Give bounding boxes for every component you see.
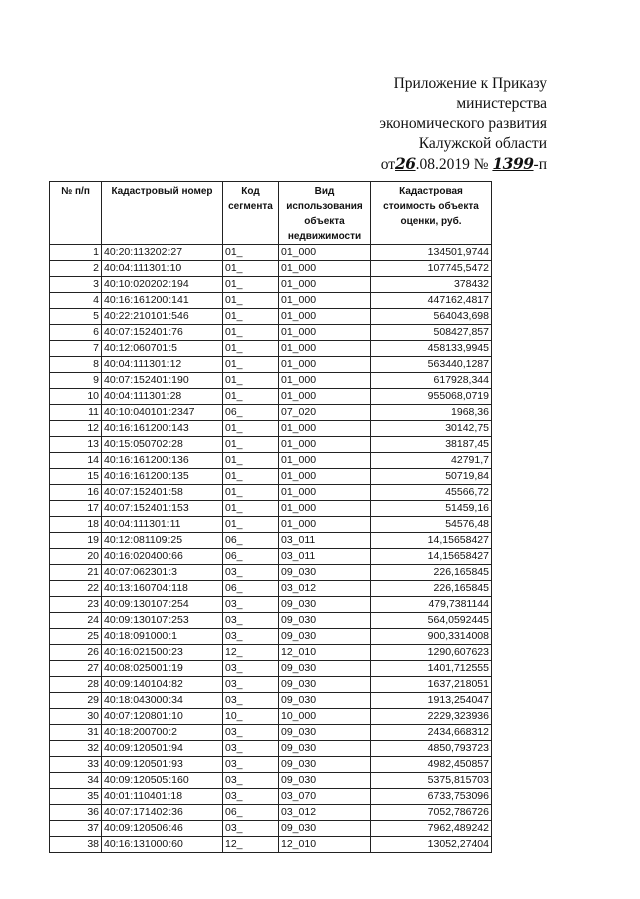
table-row bbox=[50, 725, 492, 741]
handwritten-number: 1399 bbox=[492, 154, 534, 173]
usage-type-cell: 09_030 bbox=[279, 693, 371, 709]
table-row bbox=[50, 469, 492, 485]
cadastral-number-cell: 40:09:130107:253 bbox=[102, 613, 223, 629]
usage-type-cell: 07_020 bbox=[279, 405, 371, 421]
cadastral-number-cell: 40:01:110401:18 bbox=[102, 789, 223, 805]
segment-code-cell: 03_ bbox=[223, 613, 279, 629]
cadastral-value-cell: 51459,16 bbox=[371, 501, 492, 517]
row-number-cell: 10 bbox=[50, 389, 102, 405]
row-number-cell: 20 bbox=[50, 549, 102, 565]
usage-type-cell: 09_030 bbox=[279, 757, 371, 773]
row-number-cell: 13 bbox=[50, 437, 102, 453]
table-row bbox=[50, 581, 492, 597]
cadastral-value-cell: 50719,84 bbox=[371, 469, 492, 485]
usage-type-cell: 01_000 bbox=[279, 293, 371, 309]
cadastral-value-cell: 1968,36 bbox=[371, 405, 492, 421]
cadastral-number-cell: 40:22:210101:546 bbox=[102, 309, 223, 325]
document-header bbox=[379, 74, 547, 175]
usage-type-cell: 01_000 bbox=[279, 437, 371, 453]
table-row bbox=[50, 517, 492, 533]
cadastral-value-cell: 458133,9945 bbox=[371, 341, 492, 357]
usage-type-cell: 01_000 bbox=[279, 421, 371, 437]
cadastral-value-cell: 42791,7 bbox=[371, 453, 492, 469]
row-number-cell: 7 bbox=[50, 341, 102, 357]
segment-code-cell: 01_ bbox=[223, 501, 279, 517]
usage-type-cell: 01_000 bbox=[279, 261, 371, 277]
table-header-row bbox=[50, 182, 492, 245]
table-row bbox=[50, 293, 492, 309]
row-number-cell: 27 bbox=[50, 661, 102, 677]
cadastral-value-cell: 54576,48 bbox=[371, 517, 492, 533]
table-row bbox=[50, 485, 492, 501]
row-number-cell: 23 bbox=[50, 597, 102, 613]
cadastral-number-cell: 40:04:111301:10 bbox=[102, 261, 223, 277]
usage-type-cell: 03_011 bbox=[279, 533, 371, 549]
usage-type-cell: 01_000 bbox=[279, 245, 371, 261]
cadastral-number-cell: 40:07:152401:58 bbox=[102, 485, 223, 501]
table-row bbox=[50, 309, 492, 325]
row-number-cell: 30 bbox=[50, 709, 102, 725]
cadastral-value-cell: 6733,753096 bbox=[371, 789, 492, 805]
cadastral-number-cell: 40:07:171402:36 bbox=[102, 805, 223, 821]
segment-code-cell: 03_ bbox=[223, 757, 279, 773]
table-row bbox=[50, 421, 492, 437]
segment-code-cell: 01_ bbox=[223, 437, 279, 453]
row-number-cell: 4 bbox=[50, 293, 102, 309]
cadastral-value-cell: 447162,4817 bbox=[371, 293, 492, 309]
row-number-cell: 24 bbox=[50, 613, 102, 629]
usage-type-cell: 03_070 bbox=[279, 789, 371, 805]
segment-code-cell: 01_ bbox=[223, 261, 279, 277]
cadastral-number-cell: 40:16:161200:143 bbox=[102, 421, 223, 437]
cadastral-value-cell: 4850,793723 bbox=[371, 741, 492, 757]
cadastral-number-cell: 40:07:152401:76 bbox=[102, 325, 223, 341]
segment-code-cell: 10_ bbox=[223, 709, 279, 725]
table-row bbox=[50, 661, 492, 677]
segment-code-cell: 03_ bbox=[223, 821, 279, 837]
segment-code-cell: 03_ bbox=[223, 597, 279, 613]
cadastral-value-cell: 563440,1287 bbox=[371, 357, 492, 373]
row-number-cell: 38 bbox=[50, 837, 102, 853]
segment-code-cell: 01_ bbox=[223, 277, 279, 293]
segment-code-cell: 06_ bbox=[223, 805, 279, 821]
cadastral-value-cell: 5375,815703 bbox=[371, 773, 492, 789]
cadastral-number-cell: 40:04:111301:12 bbox=[102, 357, 223, 373]
cadastral-value-cell: 479,7381144 bbox=[371, 597, 492, 613]
cadastral-number-cell: 40:04:111301:28 bbox=[102, 389, 223, 405]
cadastral-number-cell: 40:18:043000:34 bbox=[102, 693, 223, 709]
table-row bbox=[50, 501, 492, 517]
cadastral-number-cell: 40:16:161200:135 bbox=[102, 469, 223, 485]
cadastral-number-cell: 40:16:161200:141 bbox=[102, 293, 223, 309]
usage-type-cell: 01_000 bbox=[279, 357, 371, 373]
header-line-1: Приложение к Приказу bbox=[393, 75, 547, 92]
cadastral-value-cell: 226,165845 bbox=[371, 581, 492, 597]
usage-type-cell: 01_000 bbox=[279, 309, 371, 325]
table-row bbox=[50, 245, 492, 261]
usage-type-cell: 09_030 bbox=[279, 725, 371, 741]
table-row bbox=[50, 837, 492, 853]
table-row bbox=[50, 405, 492, 421]
table-row bbox=[50, 341, 492, 357]
cadastral-number-cell: 40:07:152401:153 bbox=[102, 501, 223, 517]
table-row bbox=[50, 373, 492, 389]
usage-type-cell: 01_000 bbox=[279, 469, 371, 485]
segment-code-cell: 01_ bbox=[223, 309, 279, 325]
cadastral-number-cell: 40:10:040101:2347 bbox=[102, 405, 223, 421]
segment-code-cell: 01_ bbox=[223, 293, 279, 309]
usage-type-cell: 01_000 bbox=[279, 373, 371, 389]
header-date-line bbox=[379, 154, 547, 175]
table-row bbox=[50, 821, 492, 837]
table-row bbox=[50, 533, 492, 549]
segment-code-cell: 01_ bbox=[223, 325, 279, 341]
row-number-cell: 17 bbox=[50, 501, 102, 517]
row-number-cell: 16 bbox=[50, 485, 102, 501]
segment-code-cell: 12_ bbox=[223, 645, 279, 661]
usage-type-cell: 03_012 bbox=[279, 805, 371, 821]
cadastral-value-cell: 7962,489242 bbox=[371, 821, 492, 837]
table-row bbox=[50, 677, 492, 693]
segment-code-cell: 06_ bbox=[223, 549, 279, 565]
segment-code-cell: 01_ bbox=[223, 341, 279, 357]
row-number-cell: 5 bbox=[50, 309, 102, 325]
row-number-cell: 28 bbox=[50, 677, 102, 693]
cadastral-value-cell: 1290,607623 bbox=[371, 645, 492, 661]
usage-type-cell: 09_030 bbox=[279, 629, 371, 645]
column-header-cadastral-number: Кадастровый номер bbox=[102, 182, 223, 245]
cadastral-value-cell: 378432 bbox=[371, 277, 492, 293]
usage-type-cell: 01_000 bbox=[279, 517, 371, 533]
table-row bbox=[50, 325, 492, 341]
cadastral-number-cell: 40:08:025001:19 bbox=[102, 661, 223, 677]
row-number-cell: 29 bbox=[50, 693, 102, 709]
column-header-cadastral-value: Кадастровая стоимость объекта оценки, руб. bbox=[371, 182, 492, 245]
segment-code-cell: 03_ bbox=[223, 677, 279, 693]
segment-code-cell: 03_ bbox=[223, 725, 279, 741]
column-header-number: № п/п bbox=[50, 182, 102, 245]
usage-type-cell: 09_030 bbox=[279, 821, 371, 837]
cadastral-number-cell: 40:18:200700:2 bbox=[102, 725, 223, 741]
usage-type-cell: 01_000 bbox=[279, 453, 371, 469]
segment-code-cell: 01_ bbox=[223, 245, 279, 261]
usage-type-cell: 09_030 bbox=[279, 565, 371, 581]
cadastral-number-cell: 40:09:120501:94 bbox=[102, 741, 223, 757]
column-header-usage-type: Вид использования объекта недвижимости bbox=[279, 182, 371, 245]
order-suffix: -п bbox=[533, 156, 547, 173]
segment-code-cell: 01_ bbox=[223, 453, 279, 469]
cadastral-number-cell: 40:09:130107:254 bbox=[102, 597, 223, 613]
cadastral-number-cell: 40:09:120505:160 bbox=[102, 773, 223, 789]
table-row bbox=[50, 261, 492, 277]
usage-type-cell: 03_011 bbox=[279, 549, 371, 565]
table-row bbox=[50, 693, 492, 709]
table-row bbox=[50, 357, 492, 373]
row-number-cell: 21 bbox=[50, 565, 102, 581]
row-number-cell: 12 bbox=[50, 421, 102, 437]
segment-code-cell: 01_ bbox=[223, 357, 279, 373]
segment-code-cell: 03_ bbox=[223, 789, 279, 805]
table-row bbox=[50, 613, 492, 629]
table-row bbox=[50, 565, 492, 581]
cadastral-number-cell: 40:12:060701:5 bbox=[102, 341, 223, 357]
table-row bbox=[50, 389, 492, 405]
usage-type-cell: 09_030 bbox=[279, 597, 371, 613]
date-prefix: от bbox=[380, 156, 396, 173]
cadastral-value-cell: 14,15658427 bbox=[371, 549, 492, 565]
cadastral-value-cell: 14,15658427 bbox=[371, 533, 492, 549]
segment-code-cell: 01_ bbox=[223, 469, 279, 485]
segment-code-cell: 03_ bbox=[223, 661, 279, 677]
segment-code-cell: 06_ bbox=[223, 405, 279, 421]
row-number-cell: 32 bbox=[50, 741, 102, 757]
usage-type-cell: 01_000 bbox=[279, 277, 371, 293]
usage-type-cell: 01_000 bbox=[279, 485, 371, 501]
usage-type-cell: 12_010 bbox=[279, 837, 371, 853]
usage-type-cell: 01_000 bbox=[279, 389, 371, 405]
cadastral-value-cell: 1637,218051 bbox=[371, 677, 492, 693]
header-line-4: Калужской области bbox=[418, 135, 547, 152]
cadastral-value-cell: 7052,786726 bbox=[371, 805, 492, 821]
row-number-cell: 15 bbox=[50, 469, 102, 485]
usage-type-cell: 09_030 bbox=[279, 613, 371, 629]
row-number-cell: 9 bbox=[50, 373, 102, 389]
table-row bbox=[50, 805, 492, 821]
cadastral-value-cell: 2434,668312 bbox=[371, 725, 492, 741]
row-number-cell: 33 bbox=[50, 757, 102, 773]
row-number-cell: 2 bbox=[50, 261, 102, 277]
segment-code-cell: 01_ bbox=[223, 373, 279, 389]
cadastral-value-cell: 1401,712555 bbox=[371, 661, 492, 677]
segment-code-cell: 01_ bbox=[223, 389, 279, 405]
table-row bbox=[50, 629, 492, 645]
cadastral-value-table bbox=[49, 181, 492, 853]
cadastral-value-cell: 1913,254047 bbox=[371, 693, 492, 709]
table-row bbox=[50, 277, 492, 293]
segment-code-cell: 06_ bbox=[223, 581, 279, 597]
cadastral-number-cell: 40:04:111301:11 bbox=[102, 517, 223, 533]
handwritten-day: 26 bbox=[395, 154, 416, 173]
table-row bbox=[50, 645, 492, 661]
cadastral-number-cell: 40:16:161200:136 bbox=[102, 453, 223, 469]
segment-code-cell: 01_ bbox=[223, 421, 279, 437]
row-number-cell: 11 bbox=[50, 405, 102, 421]
cadastral-number-cell: 40:16:020400:66 bbox=[102, 549, 223, 565]
usage-type-cell: 01_000 bbox=[279, 341, 371, 357]
row-number-cell: 18 bbox=[50, 517, 102, 533]
cadastral-number-cell: 40:16:131000:60 bbox=[102, 837, 223, 853]
row-number-cell: 34 bbox=[50, 773, 102, 789]
cadastral-number-cell: 40:13:160704:118 bbox=[102, 581, 223, 597]
cadastral-value-cell: 30142,75 bbox=[371, 421, 492, 437]
row-number-cell: 3 bbox=[50, 277, 102, 293]
usage-type-cell: 10_000 bbox=[279, 709, 371, 725]
header-line-3: экономического развития bbox=[379, 115, 547, 132]
date-rest: .08.2019 № bbox=[415, 156, 489, 173]
cadastral-value-cell: 38187,45 bbox=[371, 437, 492, 453]
usage-type-cell: 12_010 bbox=[279, 645, 371, 661]
table-row bbox=[50, 453, 492, 469]
cadastral-value-cell: 107745,5472 bbox=[371, 261, 492, 277]
cadastral-number-cell: 40:15:050702:28 bbox=[102, 437, 223, 453]
cadastral-number-cell: 40:09:120506:46 bbox=[102, 821, 223, 837]
header-line-2: министерства bbox=[456, 95, 547, 112]
usage-type-cell: 09_030 bbox=[279, 677, 371, 693]
cadastral-number-cell: 40:09:140104:82 bbox=[102, 677, 223, 693]
row-number-cell: 25 bbox=[50, 629, 102, 645]
row-number-cell: 8 bbox=[50, 357, 102, 373]
cadastral-value-cell: 2229,323936 bbox=[371, 709, 492, 725]
segment-code-cell: 01_ bbox=[223, 517, 279, 533]
cadastral-value-cell: 13052,27404 bbox=[371, 837, 492, 853]
usage-type-cell: 01_000 bbox=[279, 325, 371, 341]
table-row bbox=[50, 437, 492, 453]
row-number-cell: 26 bbox=[50, 645, 102, 661]
row-number-cell: 35 bbox=[50, 789, 102, 805]
table-row bbox=[50, 741, 492, 757]
cadastral-number-cell: 40:10:020202:194 bbox=[102, 277, 223, 293]
cadastral-value-cell: 564043,698 bbox=[371, 309, 492, 325]
row-number-cell: 37 bbox=[50, 821, 102, 837]
usage-type-cell: 09_030 bbox=[279, 773, 371, 789]
row-number-cell: 31 bbox=[50, 725, 102, 741]
usage-type-cell: 03_012 bbox=[279, 581, 371, 597]
table-row bbox=[50, 597, 492, 613]
cadastral-number-cell: 40:20:113202:27 bbox=[102, 245, 223, 261]
column-header-segment-code: Код сегмента bbox=[223, 182, 279, 245]
usage-type-cell: 09_030 bbox=[279, 661, 371, 677]
cadastral-value-cell: 955068,0719 bbox=[371, 389, 492, 405]
segment-code-cell: 03_ bbox=[223, 565, 279, 581]
usage-type-cell: 09_030 bbox=[279, 741, 371, 757]
cadastral-number-cell: 40:12:081109:25 bbox=[102, 533, 223, 549]
segment-code-cell: 03_ bbox=[223, 741, 279, 757]
table-row bbox=[50, 789, 492, 805]
segment-code-cell: 03_ bbox=[223, 773, 279, 789]
cadastral-value-cell: 226,165845 bbox=[371, 565, 492, 581]
row-number-cell: 6 bbox=[50, 325, 102, 341]
cadastral-number-cell: 40:07:152401:190 bbox=[102, 373, 223, 389]
table-row bbox=[50, 757, 492, 773]
cadastral-number-cell: 40:07:062301:3 bbox=[102, 565, 223, 581]
cadastral-number-cell: 40:09:120501:93 bbox=[102, 757, 223, 773]
cadastral-value-cell: 508427,857 bbox=[371, 325, 492, 341]
cadastral-number-cell: 40:07:120801:10 bbox=[102, 709, 223, 725]
row-number-cell: 14 bbox=[50, 453, 102, 469]
row-number-cell: 36 bbox=[50, 805, 102, 821]
usage-type-cell: 01_000 bbox=[279, 501, 371, 517]
segment-code-cell: 03_ bbox=[223, 629, 279, 645]
cadastral-number-cell: 40:16:021500:23 bbox=[102, 645, 223, 661]
cadastral-value-cell: 45566,72 bbox=[371, 485, 492, 501]
row-number-cell: 22 bbox=[50, 581, 102, 597]
segment-code-cell: 12_ bbox=[223, 837, 279, 853]
segment-code-cell: 01_ bbox=[223, 485, 279, 501]
table-row bbox=[50, 549, 492, 565]
table-row bbox=[50, 773, 492, 789]
segment-code-cell: 06_ bbox=[223, 533, 279, 549]
row-number-cell: 1 bbox=[50, 245, 102, 261]
row-number-cell: 19 bbox=[50, 533, 102, 549]
table-body bbox=[50, 245, 492, 853]
cadastral-value-cell: 564,0592445 bbox=[371, 613, 492, 629]
cadastral-value-cell: 900,3314008 bbox=[371, 629, 492, 645]
cadastral-value-cell: 134501,9744 bbox=[371, 245, 492, 261]
cadastral-number-cell: 40:18:091000:1 bbox=[102, 629, 223, 645]
table-row bbox=[50, 709, 492, 725]
cadastral-value-cell: 617928,344 bbox=[371, 373, 492, 389]
cadastral-value-cell: 4982,450857 bbox=[371, 757, 492, 773]
segment-code-cell: 03_ bbox=[223, 693, 279, 709]
